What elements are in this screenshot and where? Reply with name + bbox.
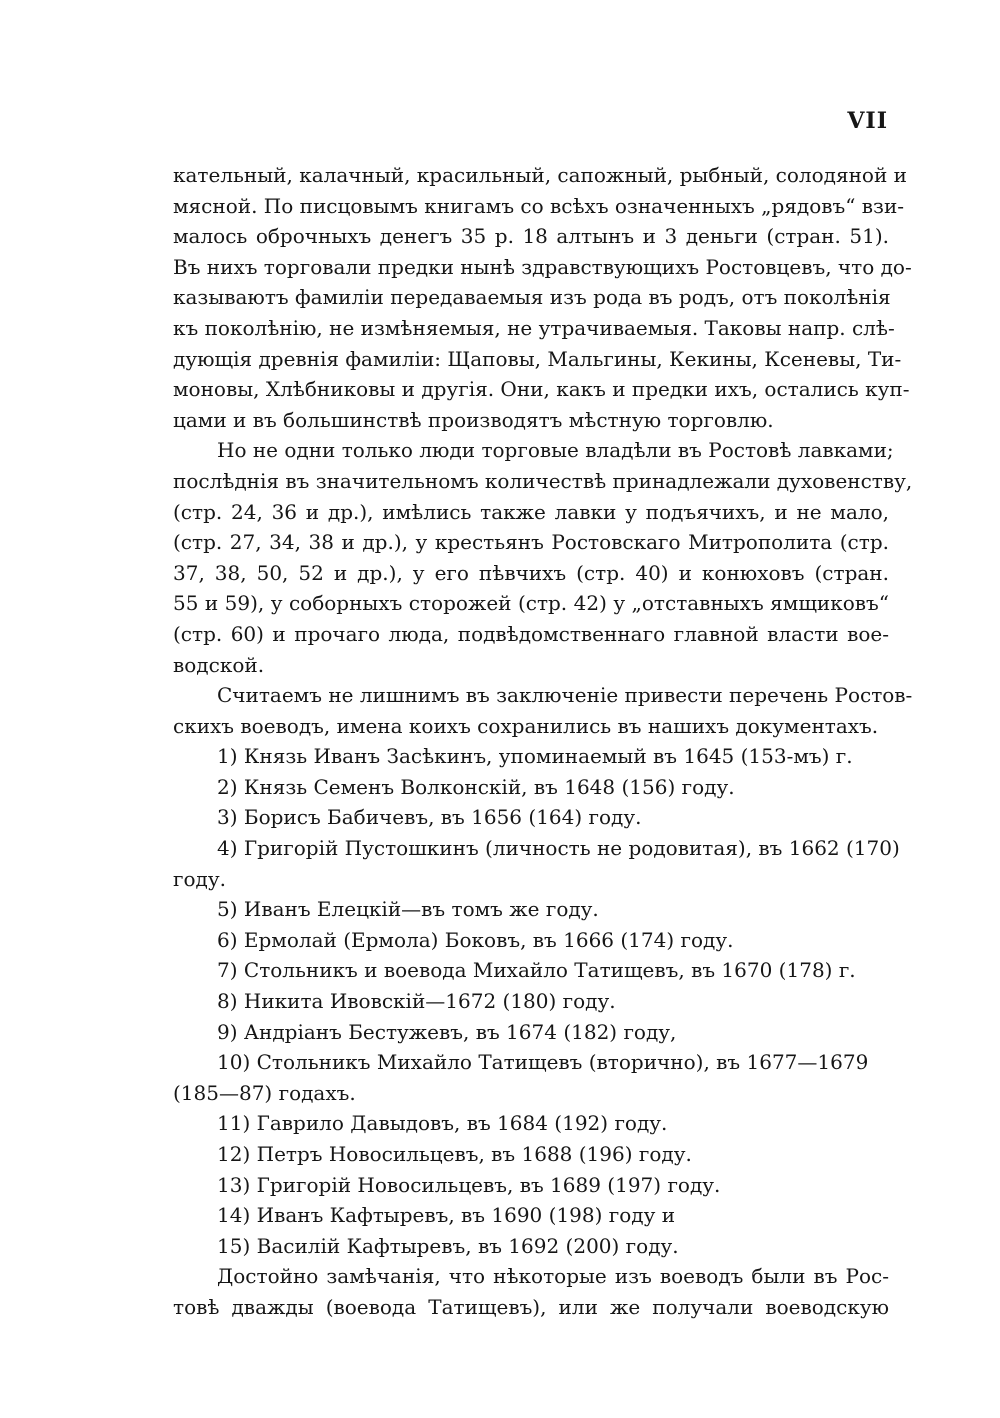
item-text: Ермолай (Ермола) Боковъ, въ 1666 (174) году.: [243, 927, 734, 952]
paragraph-voevody-intro: [173, 680, 913, 741]
list-item: [173, 772, 889, 803]
paragraph-shop-owners: [173, 435, 913, 680]
list-item: [173, 1017, 889, 1048]
text-line: 55 и 59), у соборныхъ сторожей (стр. 42) у „отставныхъ ямщиковъ“: [173, 591, 889, 616]
list-item: [173, 894, 889, 925]
text-line: цами и въ большинствѣ производятъ мѣстную торговлю.: [173, 407, 774, 432]
text-line: водской.: [173, 652, 265, 677]
paragraph-closing: [173, 1261, 889, 1322]
text-line: послѣднія въ значительномъ количествѣ принадлежали духовенству,: [173, 468, 913, 493]
text-line: мясной. По писцовымъ книгамъ со всѣхъ означенныхъ „рядовъ“ взи-: [173, 193, 905, 218]
item-text: Григорій Пустошкинъ (личность не родовитая), въ 1662 (170): [243, 836, 900, 861]
item-number: 1): [217, 744, 238, 769]
item-text: Иванъ Кафтыревъ, въ 1690 (198) году и: [256, 1203, 676, 1228]
item-text: Андріанъ Бестужевъ, въ 1674 (182) году,: [243, 1019, 677, 1044]
item-text: Гаврило Давыдовъ, въ 1684 (192) году.: [256, 1111, 668, 1136]
text-line: дующія древнія фамиліи: Щаповы, Мальгины, Кекины, Ксеневы, Ти-: [173, 346, 902, 371]
item-number: 4): [217, 836, 238, 861]
list-item: [173, 802, 889, 833]
item-text: Стольникъ Михайло Татищевъ (вторично), въ 1677—1679: [256, 1050, 869, 1075]
list-item-continuation: (185—87) годахъ.: [173, 1080, 356, 1105]
paragraph-trade-rows: [173, 160, 912, 435]
page-body: [173, 160, 913, 1323]
list-item: [173, 1139, 889, 1170]
text-line: Достойно замѣчанія, что нѣкоторые изъ воеводъ были въ Рос-: [217, 1264, 889, 1289]
list-item: [173, 1231, 889, 1262]
item-text: Иванъ Елецкій—въ томъ же году.: [243, 897, 599, 922]
list-item: [173, 986, 889, 1017]
item-number: 7): [217, 958, 238, 983]
text-line: товѣ дважды (воевода Татищевъ), или же получали воеводскую: [173, 1294, 889, 1319]
text-line: Но не одни только люди торговые владѣли въ Ростовѣ лавками;: [217, 438, 894, 463]
item-number: 6): [217, 927, 238, 952]
list-item: [173, 1200, 889, 1231]
item-text: Григорій Новосильцевъ, въ 1689 (197) году.: [256, 1172, 721, 1197]
list-item-continuation: году.: [173, 866, 226, 891]
list-item: [173, 741, 889, 772]
text-line: къ поколѣнію, не измѣняемыя, не утрачиваемыя. Таковы напр. слѣ-: [173, 315, 895, 340]
item-text: Князь Семенъ Волконскій, въ 1648 (156) году.: [243, 774, 735, 799]
text-line: Считаемъ не лишнимъ въ заключеніе привести перечень Ростов-: [217, 683, 913, 708]
text-line: скихъ воеводъ, имена коихъ сохранились въ нашихъ документахъ.: [173, 713, 879, 738]
item-number: 10): [217, 1050, 251, 1075]
list-item: [173, 955, 889, 986]
item-number: 11): [217, 1111, 251, 1136]
item-text: Борисъ Бабичевъ, въ 1656 (164) году.: [243, 805, 642, 830]
text-line: кательный, калачный, красильный, сапожный, рыбный, солодяной и: [173, 163, 907, 187]
text-line: 37, 38, 50, 52 и др.), у его пѣвчихъ (стр. 40) и конюховъ (стран.: [173, 560, 889, 585]
item-text: Василій Кафтыревъ, въ 1692 (200) году.: [256, 1233, 679, 1258]
item-text: Петръ Новосильцевъ, въ 1688 (196) году.: [256, 1142, 692, 1166]
item-number: 2): [217, 774, 238, 799]
item-text: Никита Ивовскій—1672 (180) году.: [243, 989, 616, 1014]
text-line: (стр. 24, 36 и др.), имѣлись также лавки у подъячихъ, и не мало,: [173, 499, 889, 524]
item-number: 9): [217, 1019, 238, 1044]
list-item: [173, 925, 889, 956]
list-item: [173, 1108, 889, 1139]
item-number: 5): [217, 897, 238, 922]
item-number: 13): [217, 1172, 251, 1197]
item-text: Стольникъ и воевода Михайло Татищевъ, въ 1670 (178) г.: [243, 958, 856, 983]
text-line: (стр. 27, 34, 38 и др.), у крестьянъ Ростовскаго Митрополита (стр.: [173, 530, 889, 555]
voevody-list: [173, 741, 900, 1261]
item-number: 15): [217, 1233, 251, 1258]
text-line: Въ нихъ торговали предки нынѣ здравствующихъ Ростовцевъ, что до-: [173, 254, 912, 279]
text-line: моновы, Хлѣбниковы и другія. Они, какъ и предки ихъ, остались куп-: [173, 377, 910, 402]
text-line: (стр. 60) и прочаго люда, подвѣдомственнаго главной власти вое-: [173, 621, 889, 646]
list-item: [173, 833, 900, 864]
item-number: 8): [217, 989, 238, 1014]
text-line: малось оброчныхъ денегъ 35 р. 18 алтынъ и 3 деньги (стран. 51).: [173, 224, 889, 249]
item-number: 12): [217, 1142, 251, 1166]
item-number: 14): [217, 1203, 251, 1228]
list-item: [173, 1170, 889, 1201]
text-line: казываютъ фамиліи передаваемыя изъ рода въ родъ, отъ поколѣнія: [173, 285, 891, 310]
item-text: Князь Иванъ Засѣкинъ, упоминаемый въ 1645 (153-мъ) г.: [243, 744, 853, 769]
item-number: 3): [217, 805, 238, 830]
page-number: VII: [847, 108, 888, 134]
list-item: [173, 1047, 889, 1078]
